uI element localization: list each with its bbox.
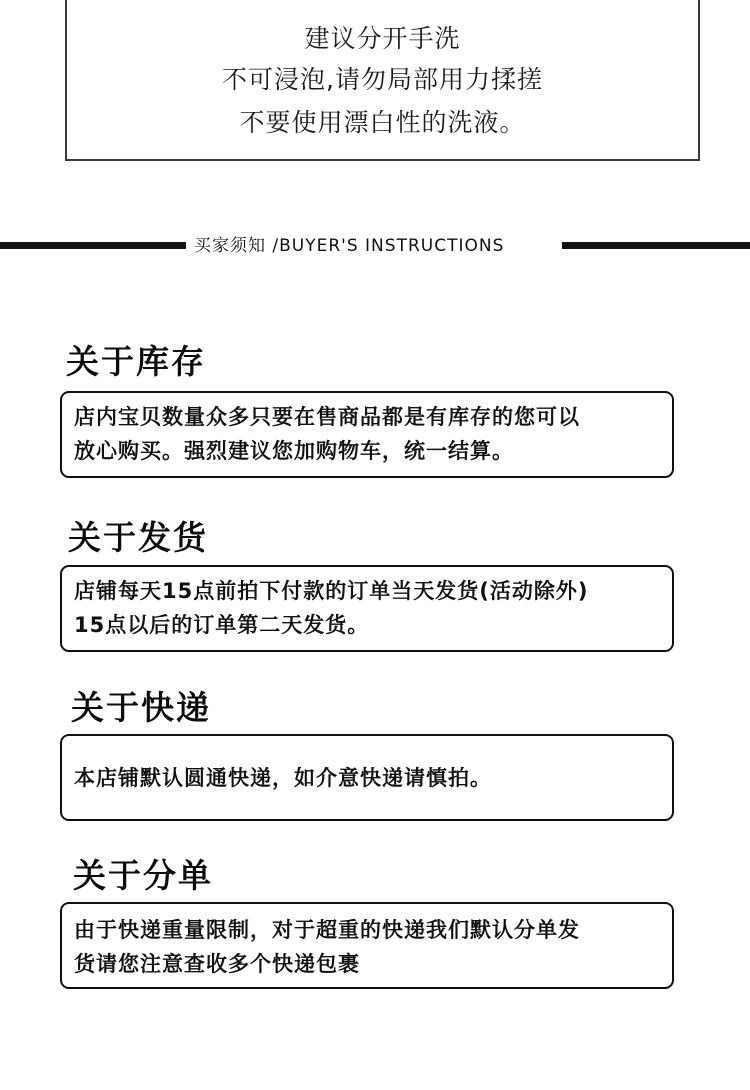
split-orders-line-1: 由于快递重量限制，对于超重的快递我们默认分单发 [74,918,580,942]
section-box-courier [60,734,674,821]
section-title-inventory: 关于库存 [66,342,206,381]
divider-heading: 买家须知 /BUYER'S INSTRUCTIONS [194,236,505,256]
section-title-courier: 关于快递 [71,688,211,727]
section-box-inventory [60,391,674,478]
courier-line-1: 本店铺默认圆通快递，如介意快递请慎拍。 [74,766,492,790]
shipping-line-1: 店铺每天15点前拍下付款的订单当天发货(活动除外) [74,579,589,603]
split-orders-line-2: 货请您注意查收多个快递包裹 [74,952,360,976]
inventory-line-1: 店内宝贝数量众多只要在售商品都是有库存的您可以 [74,405,580,429]
inventory-line-2: 放心购买。强烈建议您加购物车，统一结算。 [74,439,514,463]
care-instructions-box [65,0,700,161]
care-line-2: 不可浸泡,请勿局部用力揉搓 [222,65,543,94]
divider-bar-left [0,242,186,249]
buyer-instructions-divider [0,232,750,260]
section-box-shipping [60,565,674,652]
section-title-shipping: 关于发货 [68,518,208,557]
divider-bar-right [562,242,750,249]
care-line-3: 不要使用漂白性的洗液。 [239,108,526,137]
shipping-line-2: 15点以后的订单第二天发货。 [74,613,370,637]
section-box-split-orders [60,902,674,989]
care-line-1: 建议分开手洗 [304,24,461,53]
section-title-split-orders: 关于分单 [73,856,213,895]
